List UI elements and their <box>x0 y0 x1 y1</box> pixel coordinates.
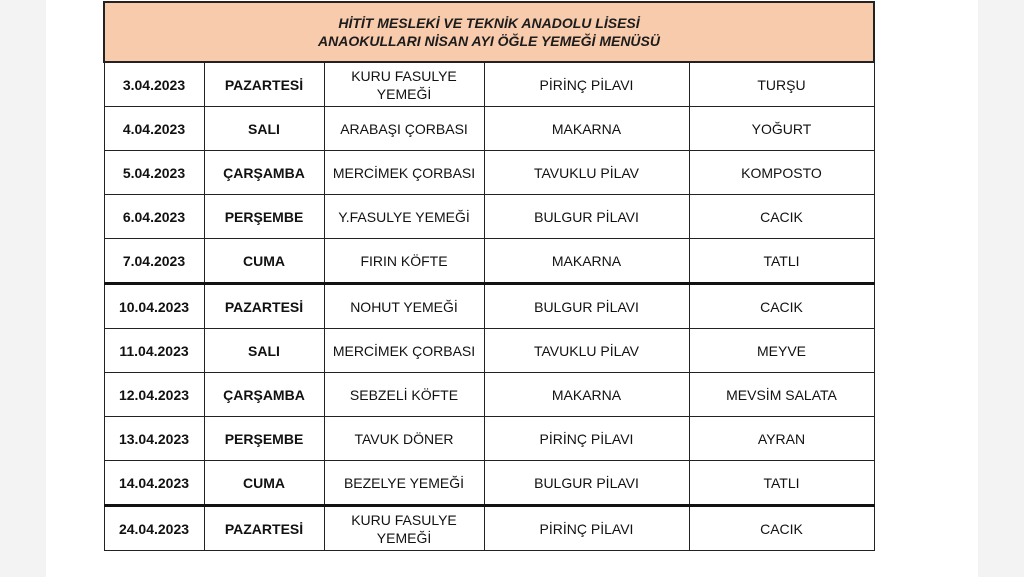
menu-day-cell: SALI <box>204 329 324 373</box>
menu-main-dish-cell: BEZELYE YEMEĞİ <box>324 461 484 506</box>
menu-date-cell: 3.04.2023 <box>104 62 204 107</box>
menu-side-dish-cell: TAVUKLU PİLAV <box>484 329 689 373</box>
menu-main-dish-cell: KURU FASULYE YEMEĞİ <box>324 62 484 107</box>
menu-date-cell: 5.04.2023 <box>104 151 204 195</box>
menu-row <box>104 107 874 151</box>
menu-side-dish-cell: PİRİNÇ PİLAVI <box>484 506 689 551</box>
menu-main-dish-cell: MERCİMEK ÇORBASI <box>324 329 484 373</box>
menu-row <box>104 329 874 373</box>
menu-day-cell: SALI <box>204 107 324 151</box>
menu-date-cell: 13.04.2023 <box>104 417 204 461</box>
menu-extra-cell: CACIK <box>689 195 874 239</box>
menu-side-dish-cell: MAKARNA <box>484 373 689 417</box>
menu-row <box>104 417 874 461</box>
menu-day-cell: ÇARŞAMBA <box>204 373 324 417</box>
menu-day-cell: PERŞEMBE <box>204 195 324 239</box>
menu-extra-cell: YOĞURT <box>689 107 874 151</box>
menu-side-dish-cell: BULGUR PİLAVI <box>484 284 689 329</box>
menu-title <box>104 2 874 62</box>
menu-date-cell: 4.04.2023 <box>104 107 204 151</box>
menu-extra-cell: AYRAN <box>689 417 874 461</box>
school-name: HİTİT MESLEKİ VE TEKNİK ANADOLU LİSESİ <box>338 15 640 31</box>
menu-day-cell: PAZARTESİ <box>204 506 324 551</box>
menu-date-cell: 24.04.2023 <box>104 506 204 551</box>
menu-main-dish-cell: NOHUT YEMEĞİ <box>324 284 484 329</box>
menu-main-dish-cell: TAVUK DÖNER <box>324 417 484 461</box>
menu-extra-cell: MEVSİM SALATA <box>689 373 874 417</box>
menu-side-dish-cell: MAKARNA <box>484 107 689 151</box>
menu-side-dish-cell: BULGUR PİLAVI <box>484 195 689 239</box>
menu-row <box>104 506 874 551</box>
menu-row <box>104 373 874 417</box>
menu-extra-cell: CACIK <box>689 506 874 551</box>
menu-extra-cell: CACIK <box>689 284 874 329</box>
menu-extra-cell: TURŞU <box>689 62 874 107</box>
menu-day-cell: PERŞEMBE <box>204 417 324 461</box>
menu-main-dish-cell: SEBZELİ KÖFTE <box>324 373 484 417</box>
menu-main-dish-cell: Y.FASULYE YEMEĞİ <box>324 195 484 239</box>
menu-day-cell: CUMA <box>204 239 324 284</box>
menu-date-cell: 6.04.2023 <box>104 195 204 239</box>
menu-row <box>104 195 874 239</box>
menu-main-dish-cell: MERCİMEK ÇORBASI <box>324 151 484 195</box>
menu-rows <box>104 62 874 551</box>
menu-subtitle: ANAOKULLARI NİSAN AYI ÖĞLE YEMEĞİ MENÜSÜ <box>318 33 660 49</box>
menu-day-cell: PAZARTESİ <box>204 62 324 107</box>
menu-main-dish-cell: ARABAŞI ÇORBASI <box>324 107 484 151</box>
title-row <box>104 2 874 62</box>
menu-date-cell: 10.04.2023 <box>104 284 204 329</box>
menu-day-cell: CUMA <box>204 461 324 506</box>
menu-side-dish-cell: PİRİNÇ PİLAVI <box>484 417 689 461</box>
menu-row <box>104 461 874 506</box>
menu-extra-cell: MEYVE <box>689 329 874 373</box>
menu-side-dish-cell: BULGUR PİLAVI <box>484 461 689 506</box>
menu-day-cell: ÇARŞAMBA <box>204 151 324 195</box>
menu-extra-cell: KOMPOSTO <box>689 151 874 195</box>
menu-side-dish-cell: TAVUKLU PİLAV <box>484 151 689 195</box>
menu-date-cell: 14.04.2023 <box>104 461 204 506</box>
menu-side-dish-cell: PİRİNÇ PİLAVI <box>484 62 689 107</box>
menu-row <box>104 151 874 195</box>
menu-main-dish-cell: KURU FASULYE YEMEĞİ <box>324 506 484 551</box>
menu-date-cell: 7.04.2023 <box>104 239 204 284</box>
menu-side-dish-cell: MAKARNA <box>484 239 689 284</box>
menu-extra-cell: TATLI <box>689 461 874 506</box>
lunch-menu-table <box>103 1 875 551</box>
menu-day-cell: PAZARTESİ <box>204 284 324 329</box>
menu-date-cell: 12.04.2023 <box>104 373 204 417</box>
menu-row <box>104 284 874 329</box>
menu-row <box>104 62 874 107</box>
menu-extra-cell: TATLI <box>689 239 874 284</box>
menu-date-cell: 11.04.2023 <box>104 329 204 373</box>
menu-main-dish-cell: FIRIN KÖFTE <box>324 239 484 284</box>
menu-row <box>104 239 874 284</box>
